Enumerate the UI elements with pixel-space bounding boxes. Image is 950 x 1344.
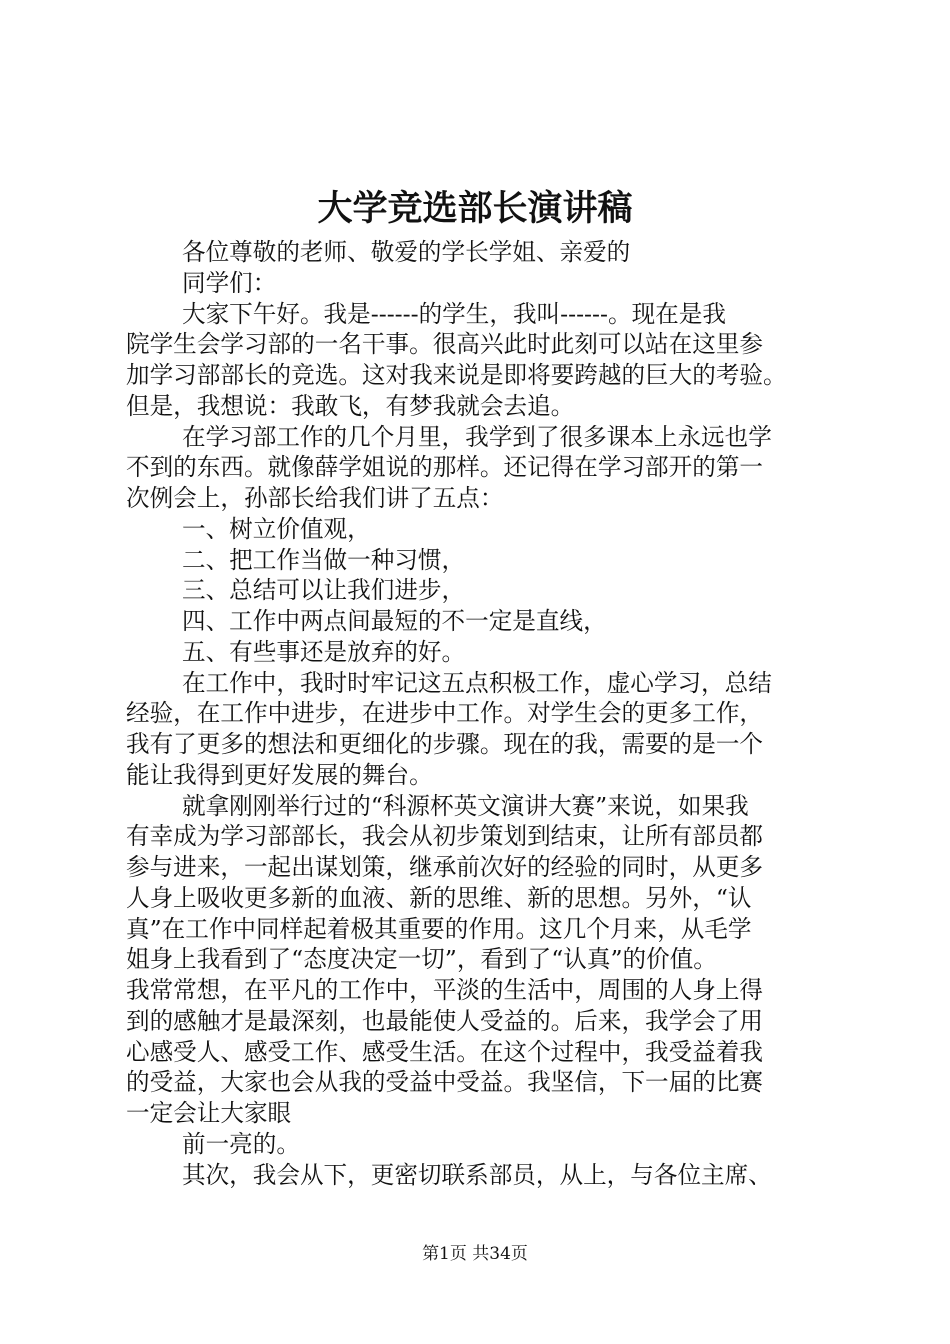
- text-line: 参与进来，一起出谋划策，继承前次好的经验的同时，从更多: [126, 853, 764, 881]
- text-line: 次例会上，孙部长给我们讲了五点：: [126, 484, 504, 512]
- text-line: 就拿刚刚举行过的“科源杯英文演讲大赛”来说，如果我: [182, 791, 749, 820]
- text-line: 前一亮的。: [182, 1129, 300, 1158]
- text-line: 姐身上我看到了“态度决定一切”，看到了“认真”的价值。: [126, 945, 717, 974]
- text-line: 同学们：: [182, 268, 277, 297]
- text-line: 五、有些事还是放弃的好。: [182, 637, 466, 666]
- text-line: 到的感触才是最深刻，也最能使人受益的。后来，我学会了用: [126, 1006, 764, 1035]
- text-line: 真”在工作中同样起着极其重要的作用。这几个月来，从毛学: [126, 914, 752, 943]
- text-line: 三、总结可以让我们进步，: [182, 576, 466, 605]
- text-line: 院学生会学习部的一名干事。很高兴此时此刻可以站在这里参: [126, 330, 764, 359]
- text-line: 四、工作中两点间最短的不一定是直线，: [182, 607, 607, 635]
- page-footer: 第1页 共34页: [422, 1244, 528, 1264]
- text-line: 其次，我会从下，更密切联系部员，从上，与各位主席、: [182, 1160, 772, 1189]
- text-line: 各位尊敬的老师、敬爱的学长学姐、亲爱的: [182, 238, 631, 266]
- text-line: 有幸成为学习部部长，我会从初步策划到结束，让所有部员都: [126, 822, 764, 851]
- text-line: 能让我得到更好发展的舞台。: [126, 760, 433, 789]
- text-line: 一定会让大家眼: [126, 1099, 292, 1127]
- text-line: 我常常想，在平凡的工作中，平淡的生活中，周围的人身上得: [126, 976, 764, 1004]
- text-line: 在学习部工作的几个月里，我学到了很多课本上永远也学: [182, 422, 772, 451]
- text-line: 在工作中，我时时牢记这五点积极工作，虚心学习，总结: [182, 668, 772, 697]
- text-line: 二、把工作当做一种习惯，: [182, 545, 466, 574]
- text-line: 一、树立价值观，: [182, 514, 371, 543]
- text-line: 不到的东西。就像薛学姐说的那样。还记得在学习部开的第一: [126, 453, 764, 482]
- text-line: 加学习部部长的竞选。这对我来说是即将要跨越的巨大的考验。: [126, 361, 787, 389]
- text-line: 但是，我想说：我敢飞，有梦我就会去追。: [126, 391, 575, 420]
- document-body: [126, 237, 838, 1190]
- text-line: 人身上吸收更多新的血液、新的思维、新的思想。另外，“认: [126, 883, 752, 912]
- text-line: 的受益，大家也会从我的受益中受益。我坚信，下一届的比赛: [126, 1068, 764, 1097]
- text-line: 我有了更多的想法和更细化的步骤。现在的我，需要的是一个: [126, 730, 764, 758]
- page-title: 大学竞选部长演讲稿: [317, 188, 633, 229]
- text-line: 经验，在工作中进步，在进步中工作。对学生会的更多工作，: [126, 699, 764, 728]
- text-line: 心感受人、感受工作、感受生活。在这个过程中，我受益着我: [126, 1037, 764, 1066]
- text-line: 大家下午好。我是------的学生，我叫------。现在是我: [182, 299, 726, 328]
